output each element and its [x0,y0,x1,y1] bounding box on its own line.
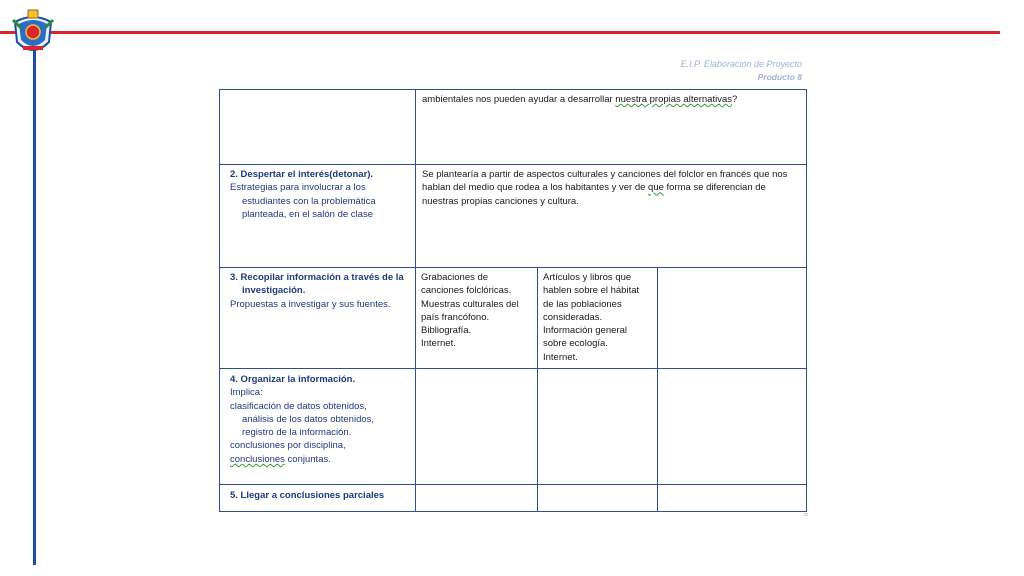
step-4-line4: registro de la información. [242,427,352,439]
step-4-line5: conclusiones por disciplina, [230,440,346,452]
row4-left-cell [230,373,412,466]
step-3-title-2: investigación. [242,285,306,297]
row3-col2-line: Grabaciones de [421,272,489,283]
step-2-line1: Estrategias para involucrar a los [230,182,366,194]
row2-left-cell [230,168,412,221]
project-table [219,89,807,512]
row5-left-cell [230,489,412,502]
header-title: E.I.P. Elaboración de Proyecto [680,59,802,69]
step-5-title: 5. Llegar a conclusiones parciales [230,490,385,501]
step-4-line6 [230,453,412,466]
row2-text-a: Se plantearía a partir de aspectos culturales y canciones del folclor en francés que nos hablan del medio que rodea a los habitantes y ver de [422,169,788,194]
step-4-line6-rest: conjuntas. [284,453,331,465]
row3-col3-line: consideradas. [543,311,603,323]
header-red-rule [0,31,1000,34]
row3-col3-line: de las poblaciones [543,298,622,310]
step-4-line3: análisis de los datos obtenidos, [242,413,375,425]
row1-question-mark: ? [732,94,738,105]
paragraph-mark: ¤ [804,512,808,519]
row3-col3-cell [543,271,655,364]
row1-right-cell [422,93,802,106]
row1-underlined-text: nuestra propias alternativas [615,94,733,105]
row3-left-cell [230,271,412,311]
step-3-line1: Propuestas a investigar y sus fuentes. [230,298,391,310]
row3-col2-line: Muestras culturales del [421,298,519,310]
row3-col3-line: Información general [543,325,627,337]
row2-text-b: forma se diferencian de nuestras propias canciones y cultura. [422,182,766,207]
row1-text: ambientales nos pueden ayudar a desarrollar [422,94,616,105]
row3-col2-cell [421,271,535,351]
school-crest-icon [11,8,55,60]
row3-col3-line: Internet. [543,351,578,363]
step-2-line2: estudiantes con la problemática [242,195,376,207]
row2-underlined-text: que [648,182,664,194]
step-4-title: 4. Organizar la información. [230,374,356,385]
row3-col3-line: sobre ecología. [543,338,608,350]
header-product: Producto 8 [757,72,802,82]
row3-col2-line: Internet. [421,338,456,350]
row3-col2-line: canciones folclóricas. [421,285,512,297]
left-blue-rule [33,40,36,565]
step-3-title-1: 3. Recopilar información a través de la [230,272,404,283]
step-4-line1: Implica: [230,387,263,399]
step-4-line2: clasificación de datos obtenidos, [230,400,367,412]
document-header [681,58,802,84]
row3-col3-line: Artículos y libros que [543,272,632,283]
row3-col2-line: Bibliografía. [421,325,472,337]
row2-right-cell [422,168,804,208]
row3-col3-line: hablen sobre el hábitat [543,285,640,297]
step-2-line3: planteada, en el salón de clase [242,208,373,220]
step-2-title: 2. Despertar el interés(detonar). [230,169,374,180]
step-4-underlined-text: conclusiones [230,453,285,465]
row3-col2-line: país francófono. [421,311,490,323]
